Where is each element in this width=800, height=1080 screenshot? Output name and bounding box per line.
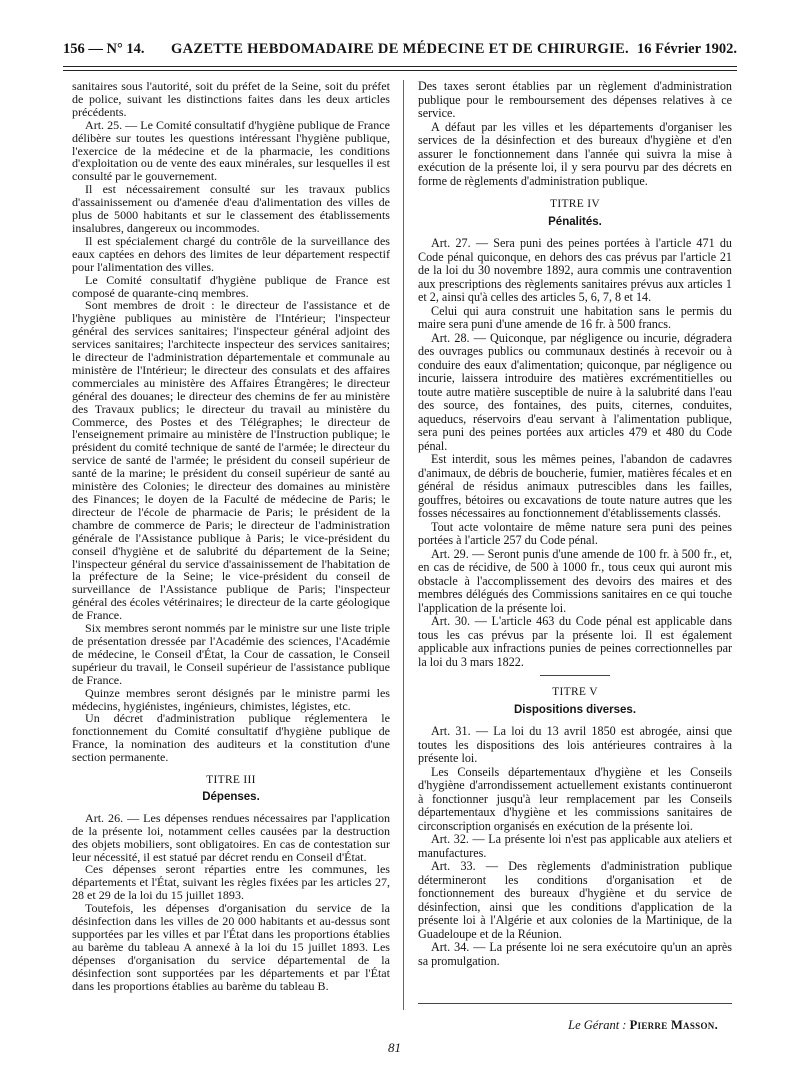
- paragraph: Art. 32. — La présente loi n'est pas applicable aux ateliers et manufactures.: [418, 832, 732, 860]
- section-title: TITRE IV: [550, 198, 600, 210]
- signature-name: Pierre Masson.: [629, 1018, 718, 1032]
- paragraph: Est interdit, sous les mêmes peines, l'abandon de cadavres d'animaux, de débris de boucherie, fumier, matières fécales et en général de résidus animaux putrescibles dans les failles, gouffres, bétoires ou excavations de toute nature autres que les fosses nécessaires au fonctionnement d'établissements classés.: [418, 452, 732, 520]
- paragraph: Celui qui aura construit une habitation sans le permis du maire sera puni d'une amende de 16 fr. à 500 francs.: [418, 303, 732, 331]
- page-number: 156 — N° 14.: [63, 41, 145, 57]
- paragraph: Art. 26. — Les dépenses rendues nécessaires par l'application de la présente loi, notamment celles causées par la destruction des objets mobiliers, sont obligatoires. En cas de contestation sur leur nécessité, il est statué par décret rendu en Conseil d'État.: [72, 810, 390, 864]
- paragraph: Toutefois, les dépenses d'organisation du service de la désinfection dans les villes de 20 000 habitants et au-dessus sont supportées par les villes et par l'État dans les proportions établies au barème du tableau A annexé à la loi du 15 juillet 1893. Les dépenses d'organisation du service départemental de la désinfection sont supportées par les départements et par l'État dans les proportions établies au barème du tableau B.: [72, 901, 390, 993]
- running-header: [63, 41, 737, 63]
- paragraph: Ces dépenses seront réparties entre les communes, les départements et l'État, suivant les règles fixées par les articles 27, 28 et 29 de la loi du 15 juillet 1893.: [72, 862, 390, 903]
- paragraph: Le Comité consultatif d'hygiène publique de France est composé de quarante-cinq membres.: [72, 272, 390, 300]
- paragraph: A défaut par les villes et les départements d'organiser les services de la désinfection et des bureaux d'hygiène et d'en assurer le fonctionnement dans l'année qui suivra la mise à exécution de la présente loi, il y sera pourvu par des décrets en forme de règlements d'administration publique.: [418, 119, 732, 188]
- column-divider: [403, 80, 404, 1010]
- paragraph: Un décret d'administration publique réglementera le fonctionnement du Comité consultatif d'hygiène publique de France, la nomination des auditeurs et la constitution d'une section permanente.: [72, 711, 390, 765]
- paragraph: Art. 31. — La loi du 13 avril 1850 est abrogée, ainsi que toutes les dispositions des lois antérieures contraires à la présente loi.: [418, 724, 732, 765]
- header-rule-thin: [63, 70, 737, 71]
- paragraph: Tout acte volontaire de même nature sera puni des peines portées à l'article 257 du Code pénal.: [418, 519, 732, 547]
- paragraph: Six membres seront nommés par le ministre sur une liste triple de présentation dressée par l'Académie des sciences, l'Académie de médecine, le Conseil d'État, la Cour de cassation, le Conseil supérieur du travail, le Conseil supérieur de l'assistance publique de France.: [72, 621, 390, 687]
- signature-line: [568, 1018, 718, 1033]
- right-column: [418, 80, 732, 968]
- section-title: TITRE V: [552, 686, 598, 698]
- paragraph: Quinze membres seront désignés par le ministre parmi les médecins, hygiénistes, ingénieurs, chimistes, légistes, etc.: [72, 685, 390, 713]
- paragraph: Art. 28. — Quiconque, par négligence ou incurie, dégradera des ouvrages publics ou communaux destinés à recevoir ou à conduire des eaux d'alimentation; quiconque, par négligence ou incurie, laissera introduire des matières excrémentitielles ou toute autre matière susceptible de nuire à la salubrité dans l'eau des source, des fontaines, des puits, citernes, conduites, aqueducs, réservoirs d'eau servant à l'alimentation publique, sera puni des peines portées aux articles 479 et 480 du Code pénal.: [418, 330, 732, 453]
- folio-mark: 81: [388, 1040, 401, 1055]
- signature-label: Le Gérant :: [568, 1018, 627, 1032]
- paragraph: sanitaires sous l'autorité, soit du préfet de la Seine, soit du préfet de police, suivant les distinctions faites dans les deux articles précédents.: [72, 79, 390, 119]
- section-title: TITRE III: [206, 774, 256, 787]
- section-name: Pénalités.: [548, 215, 602, 228]
- paragraph: Art. 34. — La présente loi ne sera exécutoire qu'un an après sa promulgation.: [418, 940, 732, 968]
- section-name: Dispositions diverses.: [513, 703, 637, 716]
- paragraph: Sont membres de droit : le directeur de l'assistance et de l'hygiène publiques au ministère de l'Intérieur; l'inspecteur général des services sanitaires; l'inspecteur général adjoint des services sanitaires; l'architecte inspecteur des services sanitaires; le directeur de l'administration départementale et communale au ministère de l'Intérieur; le directeur des consulats et des affaires commerciales au ministère des Affaires Étrangères; le directeur général des douanes; le directeur des chemins de fer au ministère des Travaux publics; le directeur du travail au ministère du Commerce, des Postes et des Télégraphes; le directeur de l'enseignement primaire au ministère de l'Instruction publique; le président du comité technique de santé de l'armée; le directeur du service de santé de l'armée; le président du conseil supérieur de santé de la marine; le président du conseil supérieur de santé au ministère des Colonies; le directeur des domaines au ministère des Finances; le doyen de la Faculté de médecine de Paris; le directeur de l'école de pharmacie de Paris; le président de la chambre de commerce de Paris; le directeur de l'administration générale de l'Assistance publique à Paris; le vice-président du conseil d'hygiène et de salubrité du département de la Seine; l'inspecteur général du service d'assainissement de l'habitation de la préfecture de la Seine; le vice-président du conseil de surveillance de l'Assistance publique de Paris; l'inspecteur général des écoles vétérinaires; le directeur de la carte géologique de France.: [72, 298, 390, 623]
- signature-rule: [418, 1003, 732, 1004]
- left-column: [72, 80, 390, 993]
- paragraph: Des taxes seront établies par un règlement d'administration publique pour le remboursement des dépenses relatives à ce service.: [418, 79, 732, 120]
- paragraph: Il est spécialement chargé du contrôle de la surveillance des eaux captées en dehors des limites de leur département respectif pour l'alimentation des villes.: [72, 233, 390, 274]
- section-name: Dépenses.: [202, 790, 260, 803]
- paragraph: Art. 27. — Sera puni des peines portées à l'article 471 du Code pénal quiconque, en dehors des cas prévus par l'article 21 de la loi du 30 novembre 1892, aura commis une contravention aux prescriptions des règlements sanitaires prévus aux articles 1 et 2, ainsi qu'à celles des articles 5, 6, 7, 8 et 14.: [418, 236, 732, 304]
- issue-date: 16 Février 1902.: [637, 41, 737, 57]
- header-rule: [63, 66, 737, 67]
- paragraph: Il est nécessairement consulté sur les travaux publics d'assainissement ou d'amenée d'eau d'alimentation des villes de plus de 5000 habitants et sur le classement des établissements insalubres, dangereux ou incommodes.: [72, 182, 390, 235]
- paragraph: Les Conseils départementaux d'hygiène et les Conseils d'hygiène d'arrondissement actuellement existants continueront à fonctionner jusqu'à leur remplacement par les Conseils départementaux d'hygiène et les commissions sanitaires de circonscription organisés en exécution de la présente loi.: [418, 764, 732, 833]
- paragraph: Art. 25. — Le Comité consultatif d'hygiène publique de France délibère sur toutes les questions intéressant l'hygiène publique, l'exercice de la médecine et de la pharmacie, les conditions d'exploitation ou de vente des eaux minérales, sur lesquelles il est consulté par le gouvernement.: [72, 117, 390, 184]
- paragraph: Art. 29. — Seront punis d'une amende de 100 fr. à 500 fr., et, en cas de récidive, de 500 à 1000 fr., tous ceux qui auront mis obstacle à l'accomplissement des devoirs des maires et des membres délégués des Commissions sanitaires en ce qui touche l'application de la présente loi.: [418, 546, 732, 615]
- paragraph: Art. 33. — Des règlements d'administration publique détermineront les conditions d'organisation et de fonctionnement des bureaux d'hygiène et du service de désinfection, ainsi que les conditions d'application de la présente loi à l'Algérie et aux colonies de la Martinique, de la Guadeloupe et de la Réunion.: [418, 859, 732, 941]
- paragraph: Art. 30. — L'article 463 du Code pénal est applicable dans tous les cas prévus par la présente loi. Il est également applicable aux infractions punies de peines correctionnelles par la loi du 3 mars 1822.: [418, 614, 732, 669]
- section-rule: [540, 675, 610, 676]
- journal-title: GAZETTE HEBDOMADAIRE DE MÉDECINE ET DE CHIRURGIE.: [171, 41, 629, 57]
